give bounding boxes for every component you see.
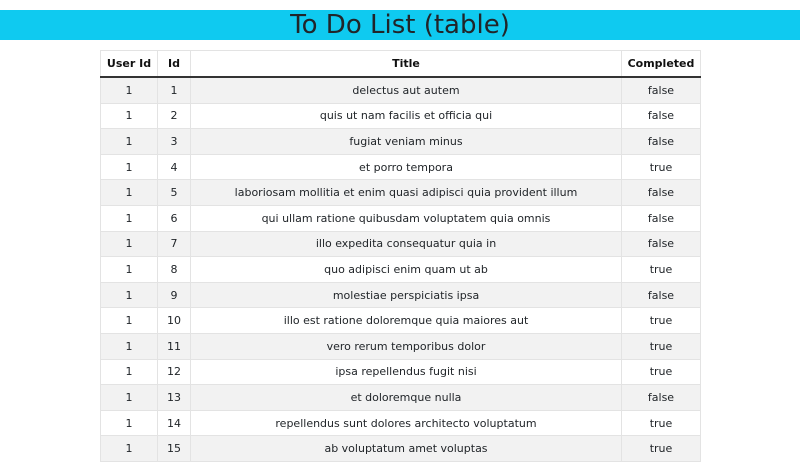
todo-table-container (100, 50, 700, 462)
cell-completed: true (622, 154, 701, 180)
cell-id: 11 (158, 333, 191, 359)
table-row (101, 205, 701, 231)
cell-title: quo adipisci enim quam ut ab (191, 257, 622, 283)
cell-completed: false (622, 77, 701, 103)
table-row (101, 282, 701, 308)
table-row (101, 436, 701, 462)
cell-completed: false (622, 231, 701, 257)
table-row (101, 385, 701, 411)
cell-user-id: 1 (101, 103, 158, 129)
cell-user-id: 1 (101, 410, 158, 436)
cell-title: delectus aut autem (191, 77, 622, 103)
cell-user-id: 1 (101, 385, 158, 411)
cell-id: 15 (158, 436, 191, 462)
cell-user-id: 1 (101, 436, 158, 462)
cell-id: 5 (158, 180, 191, 206)
table-row (101, 333, 701, 359)
column-header-user-id: User Id (101, 51, 158, 78)
cell-id: 14 (158, 410, 191, 436)
cell-user-id: 1 (101, 154, 158, 180)
table-row (101, 410, 701, 436)
cell-completed: true (622, 410, 701, 436)
cell-completed: true (622, 436, 701, 462)
cell-user-id: 1 (101, 359, 158, 385)
cell-completed: false (622, 282, 701, 308)
table-row (101, 231, 701, 257)
cell-user-id: 1 (101, 129, 158, 155)
cell-user-id: 1 (101, 308, 158, 334)
cell-completed: true (622, 359, 701, 385)
table-row (101, 257, 701, 283)
cell-id: 8 (158, 257, 191, 283)
todo-table (100, 50, 701, 462)
cell-completed: true (622, 333, 701, 359)
cell-completed: false (622, 385, 701, 411)
table-row (101, 359, 701, 385)
table-row (101, 154, 701, 180)
cell-title: molestiae perspiciatis ipsa (191, 282, 622, 308)
cell-id: 7 (158, 231, 191, 257)
cell-user-id: 1 (101, 257, 158, 283)
cell-title: ipsa repellendus fugit nisi (191, 359, 622, 385)
page-title: To Do List (table) (290, 10, 510, 40)
cell-user-id: 1 (101, 333, 158, 359)
cell-user-id: 1 (101, 282, 158, 308)
cell-title: illo est ratione doloremque quia maiores aut (191, 308, 622, 334)
column-header-id: Id (158, 51, 191, 78)
cell-completed: false (622, 205, 701, 231)
cell-title: et porro tempora (191, 154, 622, 180)
cell-id: 1 (158, 77, 191, 103)
cell-completed: true (622, 257, 701, 283)
cell-id: 9 (158, 282, 191, 308)
cell-user-id: 1 (101, 77, 158, 103)
cell-user-id: 1 (101, 231, 158, 257)
cell-completed: true (622, 308, 701, 334)
cell-completed: false (622, 103, 701, 129)
column-header-title: Title (191, 51, 622, 78)
cell-completed: false (622, 180, 701, 206)
table-header-row (101, 51, 701, 78)
cell-id: 6 (158, 205, 191, 231)
cell-id: 12 (158, 359, 191, 385)
page-header (0, 10, 800, 40)
table-row (101, 308, 701, 334)
cell-title: laboriosam mollitia et enim quasi adipisci quia provident illum (191, 180, 622, 206)
cell-title: repellendus sunt dolores architecto voluptatum (191, 410, 622, 436)
table-row (101, 77, 701, 103)
cell-title: quis ut nam facilis et officia qui (191, 103, 622, 129)
cell-id: 4 (158, 154, 191, 180)
cell-title: et doloremque nulla (191, 385, 622, 411)
cell-id: 10 (158, 308, 191, 334)
cell-title: qui ullam ratione quibusdam voluptatem quia omnis (191, 205, 622, 231)
cell-title: vero rerum temporibus dolor (191, 333, 622, 359)
cell-id: 13 (158, 385, 191, 411)
cell-completed: false (622, 129, 701, 155)
column-header-completed: Completed (622, 51, 701, 78)
cell-title: fugiat veniam minus (191, 129, 622, 155)
cell-user-id: 1 (101, 180, 158, 206)
cell-id: 2 (158, 103, 191, 129)
table-row (101, 180, 701, 206)
cell-id: 3 (158, 129, 191, 155)
table-row (101, 103, 701, 129)
cell-user-id: 1 (101, 205, 158, 231)
cell-title: ab voluptatum amet voluptas (191, 436, 622, 462)
cell-title: illo expedita consequatur quia in (191, 231, 622, 257)
table-row (101, 129, 701, 155)
